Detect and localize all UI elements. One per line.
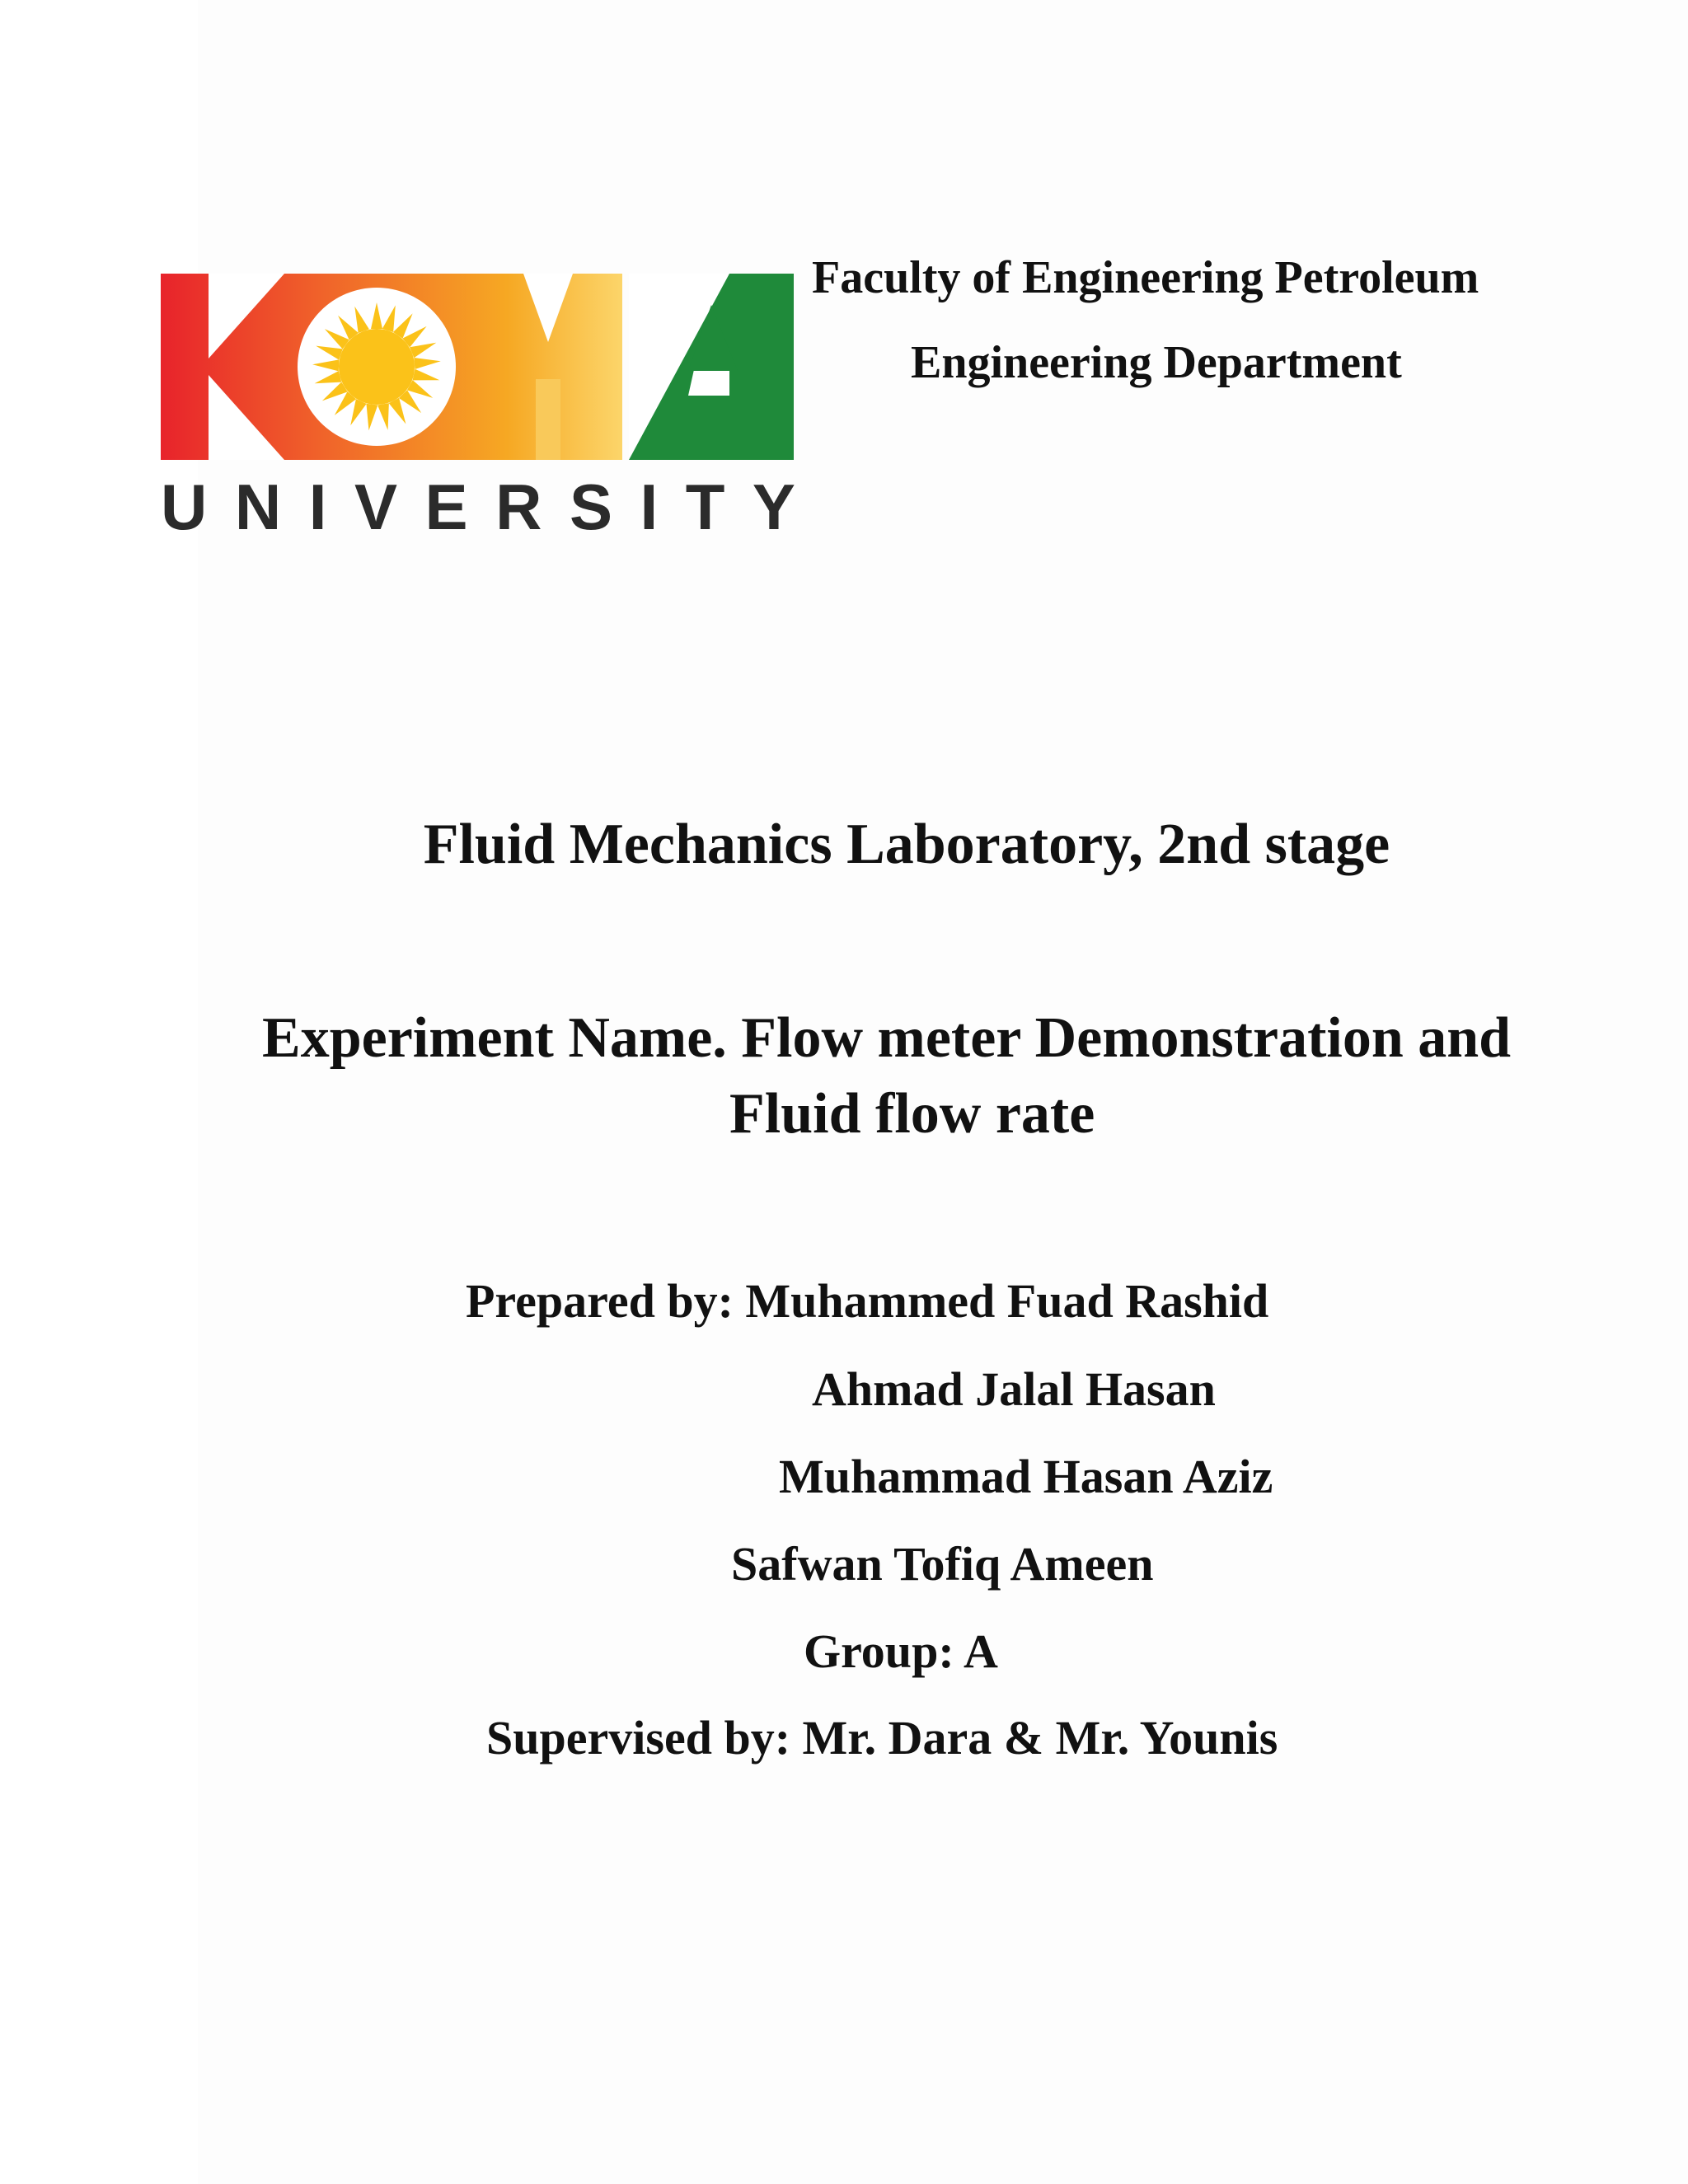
experiment-name-line2: Fluid flow rate: [729, 1082, 1095, 1146]
course-title: Fluid Mechanics Laboratory, 2nd stage: [423, 813, 1390, 876]
logo-letter: U: [161, 471, 208, 543]
logo-wordmark: [161, 471, 795, 543]
supervised-by: Supervised by: Mr. Dara & Mr. Younis: [486, 1711, 1278, 1765]
author-name: Ahmad Jalal Hasan: [812, 1362, 1216, 1416]
logo-letter: T: [685, 471, 725, 543]
group-label: Group: A: [804, 1624, 998, 1678]
logo-letter: Y: [752, 471, 795, 543]
logo-letter: E: [424, 471, 468, 543]
experiment-name-line1: Experiment Name. Flow meter Demonstration and: [262, 1006, 1512, 1070]
author-name: Muhammad Hasan Aziz: [779, 1450, 1273, 1503]
logo-graphic: [161, 264, 795, 470]
logo-letter: I: [640, 471, 659, 543]
department-name: Engineering Department: [911, 337, 1402, 388]
logo-letter: N: [234, 471, 282, 543]
logo-letter: V: [354, 471, 397, 543]
prepared-by: Prepared by: Muhammed Fuad Rashid: [466, 1274, 1269, 1328]
logo-letter: I: [308, 471, 327, 543]
logo-letter: S: [569, 471, 612, 543]
logo-letter: R: [495, 471, 542, 543]
author-name: Safwan Tofiq Ameen: [731, 1537, 1154, 1591]
koya-university-logo: [161, 264, 795, 544]
faculty-name: Faculty of Engineering Petroleum: [812, 252, 1479, 303]
